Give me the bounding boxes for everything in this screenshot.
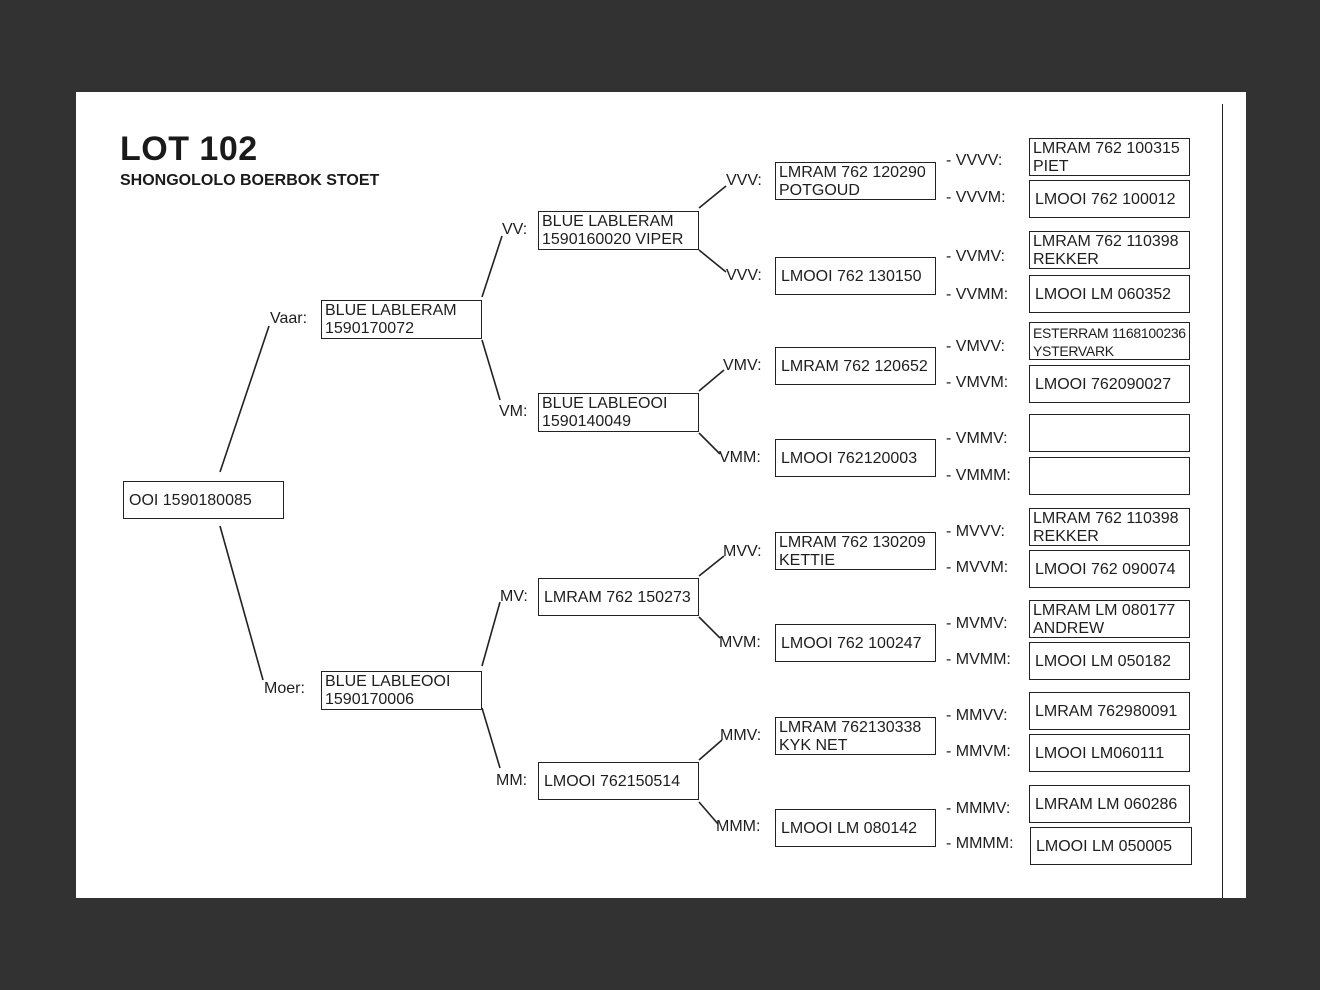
mmmm-box [1030,827,1192,865]
vmmv-box [1029,414,1190,452]
mmmm-label: - MMMM: [946,835,1014,852]
mvmm-box [1029,642,1190,680]
vvvv-label: - VVVV: [946,152,1003,169]
vvm-id: LMOOI 762 130150 [781,267,922,285]
vv-name: BLUE LABLERAM [542,213,674,230]
dam-name: BLUE LABLEOOI [325,673,451,690]
vmmm-box [1029,457,1190,495]
mmm-box [775,809,936,847]
animal-id: OOI 1590180085 [129,491,252,509]
sire-id: 1590170072 [325,320,414,337]
vmm-label: VMM: [719,449,761,466]
dam-box [321,671,482,710]
mmvv-label: - MMVV: [946,707,1008,724]
mmmm-id: LMOOI LM 050005 [1036,837,1173,855]
mvvv-id: LMRAM 762 110398 [1033,510,1179,527]
vvvv-box [1029,138,1190,176]
mv-box [538,578,699,616]
mmmv-box [1029,785,1190,823]
vvmm-box [1029,275,1190,313]
vmvv-label: - VMVV: [946,338,1005,355]
vvmm-label: - VVMM: [946,286,1009,303]
vvvv-id: LMRAM 762 100315 [1033,140,1180,157]
vm-box [538,393,699,432]
vmvv-name: YSTERVARK [1033,343,1114,359]
mm-id: LMOOI 762150514 [544,772,681,790]
vm-label: VM: [499,403,528,420]
mm-box [538,762,699,800]
vmv-label: VMV: [723,357,762,374]
vvvm-box [1029,180,1190,218]
vm-id: 1590140049 [542,413,631,430]
mvv-name: KETTIE [779,552,836,569]
vmv-id: LMRAM 762 120652 [781,357,928,375]
vvm-box [775,257,936,295]
mvvm-id: LMOOI 762 090074 [1035,560,1176,578]
dam-id: 1590170006 [325,691,414,708]
vvvm-label: - VVVM: [946,189,1006,206]
vvmv-label: - VVMV: [946,248,1005,265]
vvv-id: LMRAM 762 120290 [779,164,926,181]
stud-name: SHONGOLOLO BOERBOK STOET [120,172,380,189]
mvmv-box [1029,600,1190,638]
sire-name: BLUE LABLERAM [325,302,457,319]
sire-label: Vaar: [270,310,308,327]
vmmv-label: - VMMV: [946,430,1008,447]
vmmm-label: - VMMM: [946,467,1011,484]
vv-id: 1590160020 VIPER [542,231,684,248]
vmvv-box [1029,322,1190,360]
mmvv-id: LMRAM 762980091 [1035,702,1178,720]
vv-box [538,211,699,250]
mmmv-id: LMRAM LM 060286 [1035,795,1178,813]
vvv-box [775,162,936,200]
vmvv-id: ESTERRAM 1168100236 [1033,325,1186,341]
mvv-box [775,532,936,570]
mmv-id: LMRAM 762130338 [779,719,922,736]
sire-box [321,300,482,339]
vvvv-name: PIET [1033,158,1069,175]
mvmv-id: LMRAM LM 080177 [1033,602,1176,619]
vmv-box [775,347,936,385]
mvvv-box [1029,508,1190,546]
mvvv-name: REKKER [1033,528,1099,545]
vvv-name: POTGOUD [779,182,860,199]
vvmv-name: REKKER [1033,251,1099,268]
mmv-box [775,717,936,755]
mmvm-label: - MMVM: [946,743,1011,760]
vm-name: BLUE LABLEOOI [542,395,668,412]
mmmv-label: - MMMV: [946,800,1011,817]
mvmm-label: - MVMM: [946,651,1011,668]
mmvv-box [1029,692,1190,730]
mvvm-box [1029,550,1190,588]
mvvv-label: - MVVV: [946,523,1005,540]
mmv-name: KYK NET [779,737,848,754]
mvmm-id: LMOOI LM 050182 [1035,652,1172,670]
vvmv-id: LMRAM 762 110398 [1033,233,1179,250]
vvm-label: VVV: [726,267,762,284]
mmv-label: MMV: [720,727,762,744]
mvm-box [775,624,936,662]
vvmv-box [1029,231,1190,269]
mvvm-label: - MVVM: [946,559,1009,576]
vmvm-id: LMOOI 762090027 [1035,375,1172,393]
vmvm-label: - VMVM: [946,374,1009,391]
vmm-box [775,439,936,477]
mvm-label: MVM: [719,634,761,651]
mmm-id: LMOOI LM 080142 [781,819,918,837]
mvmv-name: ANDREW [1033,620,1105,637]
mvmv-label: - MVMV: [946,615,1008,632]
mvv-id: LMRAM 762 130209 [779,534,926,551]
vv-label: VV: [502,221,528,238]
lot-title: LOT 102 [120,130,258,168]
vvmm-id: LMOOI LM 060352 [1035,285,1172,303]
mv-label: MV: [500,588,528,605]
mmm-label: MMM: [716,818,761,835]
dam-label: Moer: [264,680,305,697]
vmm-id: LMOOI 762120003 [781,449,918,467]
mvm-id: LMOOI 762 100247 [781,634,922,652]
mmvm-id: LMOOI LM060111 [1035,744,1165,762]
mmvm-box [1029,734,1190,772]
animal-box [123,481,284,519]
mvv-label: MVV: [723,543,762,560]
mm-label: MM: [496,772,528,789]
vvvm-id: LMOOI 762 100012 [1035,190,1176,208]
vvv-label: VVV: [726,172,762,189]
mv-id: LMRAM 762 150273 [544,588,691,606]
vmvm-box [1029,365,1190,403]
